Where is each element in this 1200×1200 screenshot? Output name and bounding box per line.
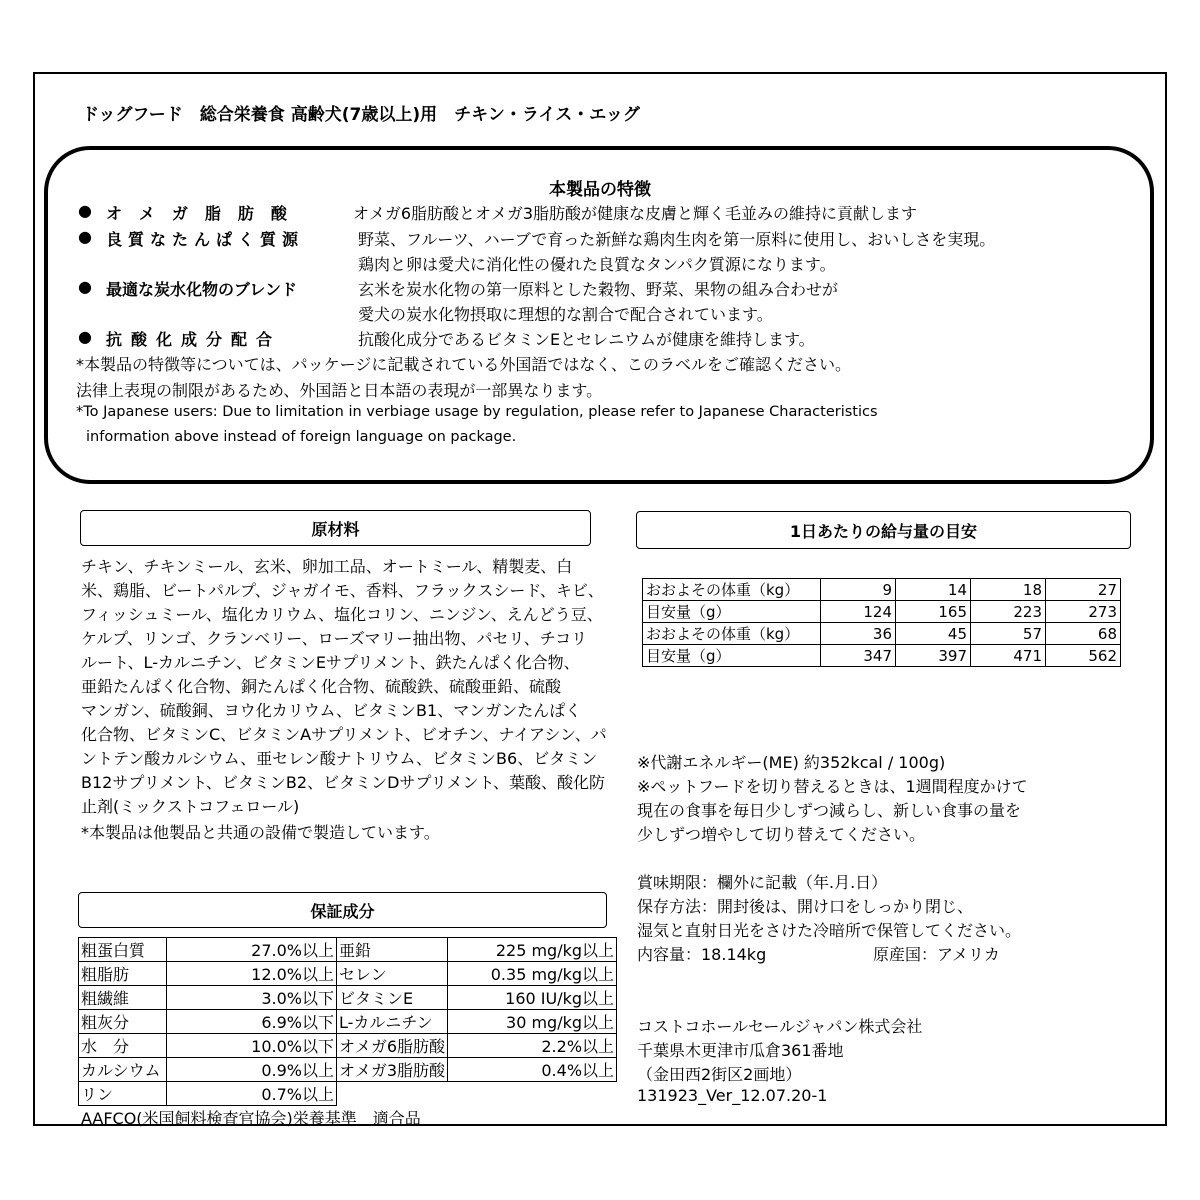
feeding-value: 57 [971,623,1046,645]
ingredients-note: *本製品は他製品と共通の設備で製造しています。 [81,823,440,842]
feature-desc: オメガ6脂肪酸とオメガ3脂肪酸が健康な皮膚と輝く毛並みの維持に貢献します [353,204,918,223]
nutrient-name: カルシウム [79,1058,167,1082]
bullet-icon: ● [78,327,92,346]
feature-label: 良質なたんぱく質源 [106,230,305,249]
nutrient-value: 2.2%以上 [448,1034,617,1058]
feature-row-protein [0,227,1200,251]
nutrient-value: 6.9%以下 [167,1010,337,1034]
empty-cell [448,1082,617,1106]
feature-desc-cont: 愛犬の炭水化物摂取に理想的な割合で配合されています。 [358,305,773,324]
feeding-label: 目安量（g） [643,645,821,667]
feeding-label: おおよその体重（kg） [643,579,821,601]
nutrient-name: 粗脂肪 [79,962,167,986]
features-note-en-2: information above instead of foreign language on package. [86,429,517,445]
feeding-value: 68 [1046,623,1121,645]
feeding-table [642,578,1121,667]
nutrient-name: オメガ6脂肪酸 [337,1034,448,1058]
storage-info-1: 保存方法：開封後は、開け口をしっかり閉じ、 [637,897,974,916]
table-row [79,962,617,986]
feeding-value: 397 [896,645,971,667]
nutrient-name: 粗灰分 [79,1010,167,1034]
feeding-value: 45 [896,623,971,645]
feeding-value: 18 [971,579,1046,601]
feeding-label: 目安量（g） [643,601,821,623]
switch-note-1: ※ペットフードを切り替えるときは、1週間程度かけて [637,777,1028,796]
nutrient-name: オメガ3脂肪酸 [337,1058,448,1082]
product-title: ドッグフード 総合栄養食 高齢犬(7歳以上)用 チキン・ライス・エッグ [82,105,640,125]
features-note-1: *本製品の特徴等については、パッケージに記載されている外国語ではなく、このラベルをご確認ください。 [76,355,852,374]
features-note-en-1: *To Japanese users: Due to limitation in verbiage usage by regulation, please refer to Japanese Characteristics [76,404,878,420]
feeding-label: おおよその体重（kg） [643,623,821,645]
ingredients-heading: 原材料 [80,510,591,546]
nutrient-value: 30 mg/kg以上 [448,1010,617,1034]
switch-note-2: 現在の食事を毎日少しずつ減らし、新しい食事の量を [637,801,1022,820]
table-row [79,986,617,1010]
feature-desc: 野菜、フルーツ、ハーブで育った新鮮な鶏肉生肉を第一原料に使用し、おいしさを実現。 [358,230,996,249]
feeding-value: 14 [896,579,971,601]
nutrient-name: セレン [337,962,448,986]
nutrient-value: 0.4%以上 [448,1058,617,1082]
feeding-heading: 1日あたりの給与量の目安 [636,511,1131,549]
expiry-info: 賞味期限：欄外に記載（年.月.日） [637,873,888,892]
content-weight: 内容量：18.14kg [637,945,767,964]
nutrient-name: ビタミンE [337,986,448,1010]
feature-label: オメガ脂肪酸 [106,204,304,223]
bullet-icon: ● [78,201,92,220]
nutrient-name: L-カルニチン [337,1010,448,1034]
nutrient-name: 粗繊維 [79,986,167,1010]
feature-row-carbs [0,277,1200,301]
company-address-1: 千葉県木更津市瓜倉361番地 [637,1041,844,1060]
nutrient-value: 12.0%以上 [167,962,337,986]
ingredients-list [81,555,611,819]
nutrient-value: 3.0%以下 [167,986,337,1010]
table-row [79,938,617,962]
features-note-2: 法律上表現の制限があるため、外国語と日本語の表現が一部異なります。 [76,381,603,400]
feeding-value: 562 [1046,645,1121,667]
nutrient-value: 27.0%以上 [167,938,337,962]
guarantee-heading: 保証成分 [78,892,607,928]
aafco-statement: AAFCO(米国飼料検査官協会)栄養基準 適合品 [81,1109,421,1128]
empty-cell [337,1082,448,1106]
feature-row-omega [0,201,1200,225]
nutrient-value: 0.7%以上 [167,1082,337,1106]
feature-row-antioxidant [0,327,1200,351]
feeding-value: 27 [1046,579,1121,601]
table-row [643,623,1121,645]
nutrient-value: 0.9%以上 [167,1058,337,1082]
table-row [643,579,1121,601]
nutrient-name: 水 分 [79,1034,167,1058]
feeding-value: 347 [821,645,896,667]
ingredients-line: 亜鉛たんぱく化合物、銅たんぱく化合物、硫酸鉄、硫酸亜鉛、硫酸 [81,677,562,696]
table-row [79,1058,617,1082]
features-heading: 本製品の特徴 [549,180,651,200]
ingredients-line: ケルプ、リンゴ、クランベリー、ローズマリー抽出物、パセリ、チコリ [81,629,588,648]
storage-info-2: 湿気と直射日光をさけた冷暗所で保管してください。 [637,921,1022,940]
feeding-value: 471 [971,645,1046,667]
feeding-value: 36 [821,623,896,645]
ingredients-line: ルート、L-カルニチン、ビタミンEサプリメント、鉄たんぱく化合物、 [81,653,580,672]
table-row [79,1010,617,1034]
guarantee-table [78,937,617,1106]
nutrient-name: リン [79,1082,167,1106]
feeding-value: 273 [1046,601,1121,623]
country-of-origin: 原産国：アメリカ [873,945,1000,964]
table-row [79,1034,617,1058]
version-code: 131923_Ver_12.07.20-1 [637,1086,828,1105]
ingredients-line: ントテン酸カルシウム、亜セレン酸ナトリウム、ビタミンB6、ビタミン [81,749,598,768]
nutrient-value: 225 mg/kg以上 [448,938,617,962]
bullet-icon: ● [78,227,92,246]
ingredients-line: チキン、チキンミール、玄米、卵加工品、オートミール、精製麦、白 [81,557,573,576]
feeding-value: 124 [821,601,896,623]
feeding-value: 9 [821,579,896,601]
table-row [643,601,1121,623]
nutrient-name: 粗蛋白質 [79,938,167,962]
nutrient-value: 10.0%以下 [167,1034,337,1058]
feature-desc-cont: 鶏肉と卵は愛犬に消化性の優れた良質なタンパク質源になります。 [358,255,836,274]
feature-desc: 抗酸化成分であるビタミンEとセレニウムが健康を維持します。 [358,330,815,349]
ingredients-line: マンガン、硫酸銅、ヨウ化カリウム、ビタミンB1、マンガンたんぱく [81,701,582,720]
feature-label: 抗酸化成分配合 [106,330,282,349]
feeding-value: 223 [971,601,1046,623]
table-row [643,645,1121,667]
feature-desc: 玄米を炭水化物の第一原料とした穀物、野菜、果物の組み合わせが [358,280,839,299]
nutrient-value: 0.35 mg/kg以上 [448,962,617,986]
table-row [79,1082,617,1106]
company-address-2: （金田西2街区2画地） [637,1065,802,1084]
feeding-value: 165 [896,601,971,623]
ingredients-line: B12サプリメント、ビタミンB2、ビタミンDサプリメント、葉酸、酸化防 [81,773,606,792]
ingredients-line: 米、鶏脂、ビートパルプ、ジャガイモ、香料、フラックスシード、キビ、 [81,581,604,600]
ingredients-line: 止剤(ミックストコフェロール) [81,797,300,816]
switch-note-3: 少しずつ増やして切り替えてください。 [637,825,926,844]
ingredients-line: フィッシュミール、塩化カリウム、塩化コリン、ニンジン、えんどう豆、 [81,605,603,624]
feature-label: 最適な炭水化物のブレンド [106,280,297,299]
bullet-icon: ● [78,277,92,296]
nutrient-value: 160 IU/kg以上 [448,986,617,1010]
energy-note: ※代謝エネルギー(ME) 約352kcal / 100g) [637,753,946,772]
nutrient-name: 亜鉛 [337,938,448,962]
company-name: コストコホールセールジャパン株式会社 [637,1017,923,1036]
ingredients-line: 化合物、ビタミンC、ビタミンAサプリメント、ビオチン、ナイアシン、パ [81,725,607,744]
